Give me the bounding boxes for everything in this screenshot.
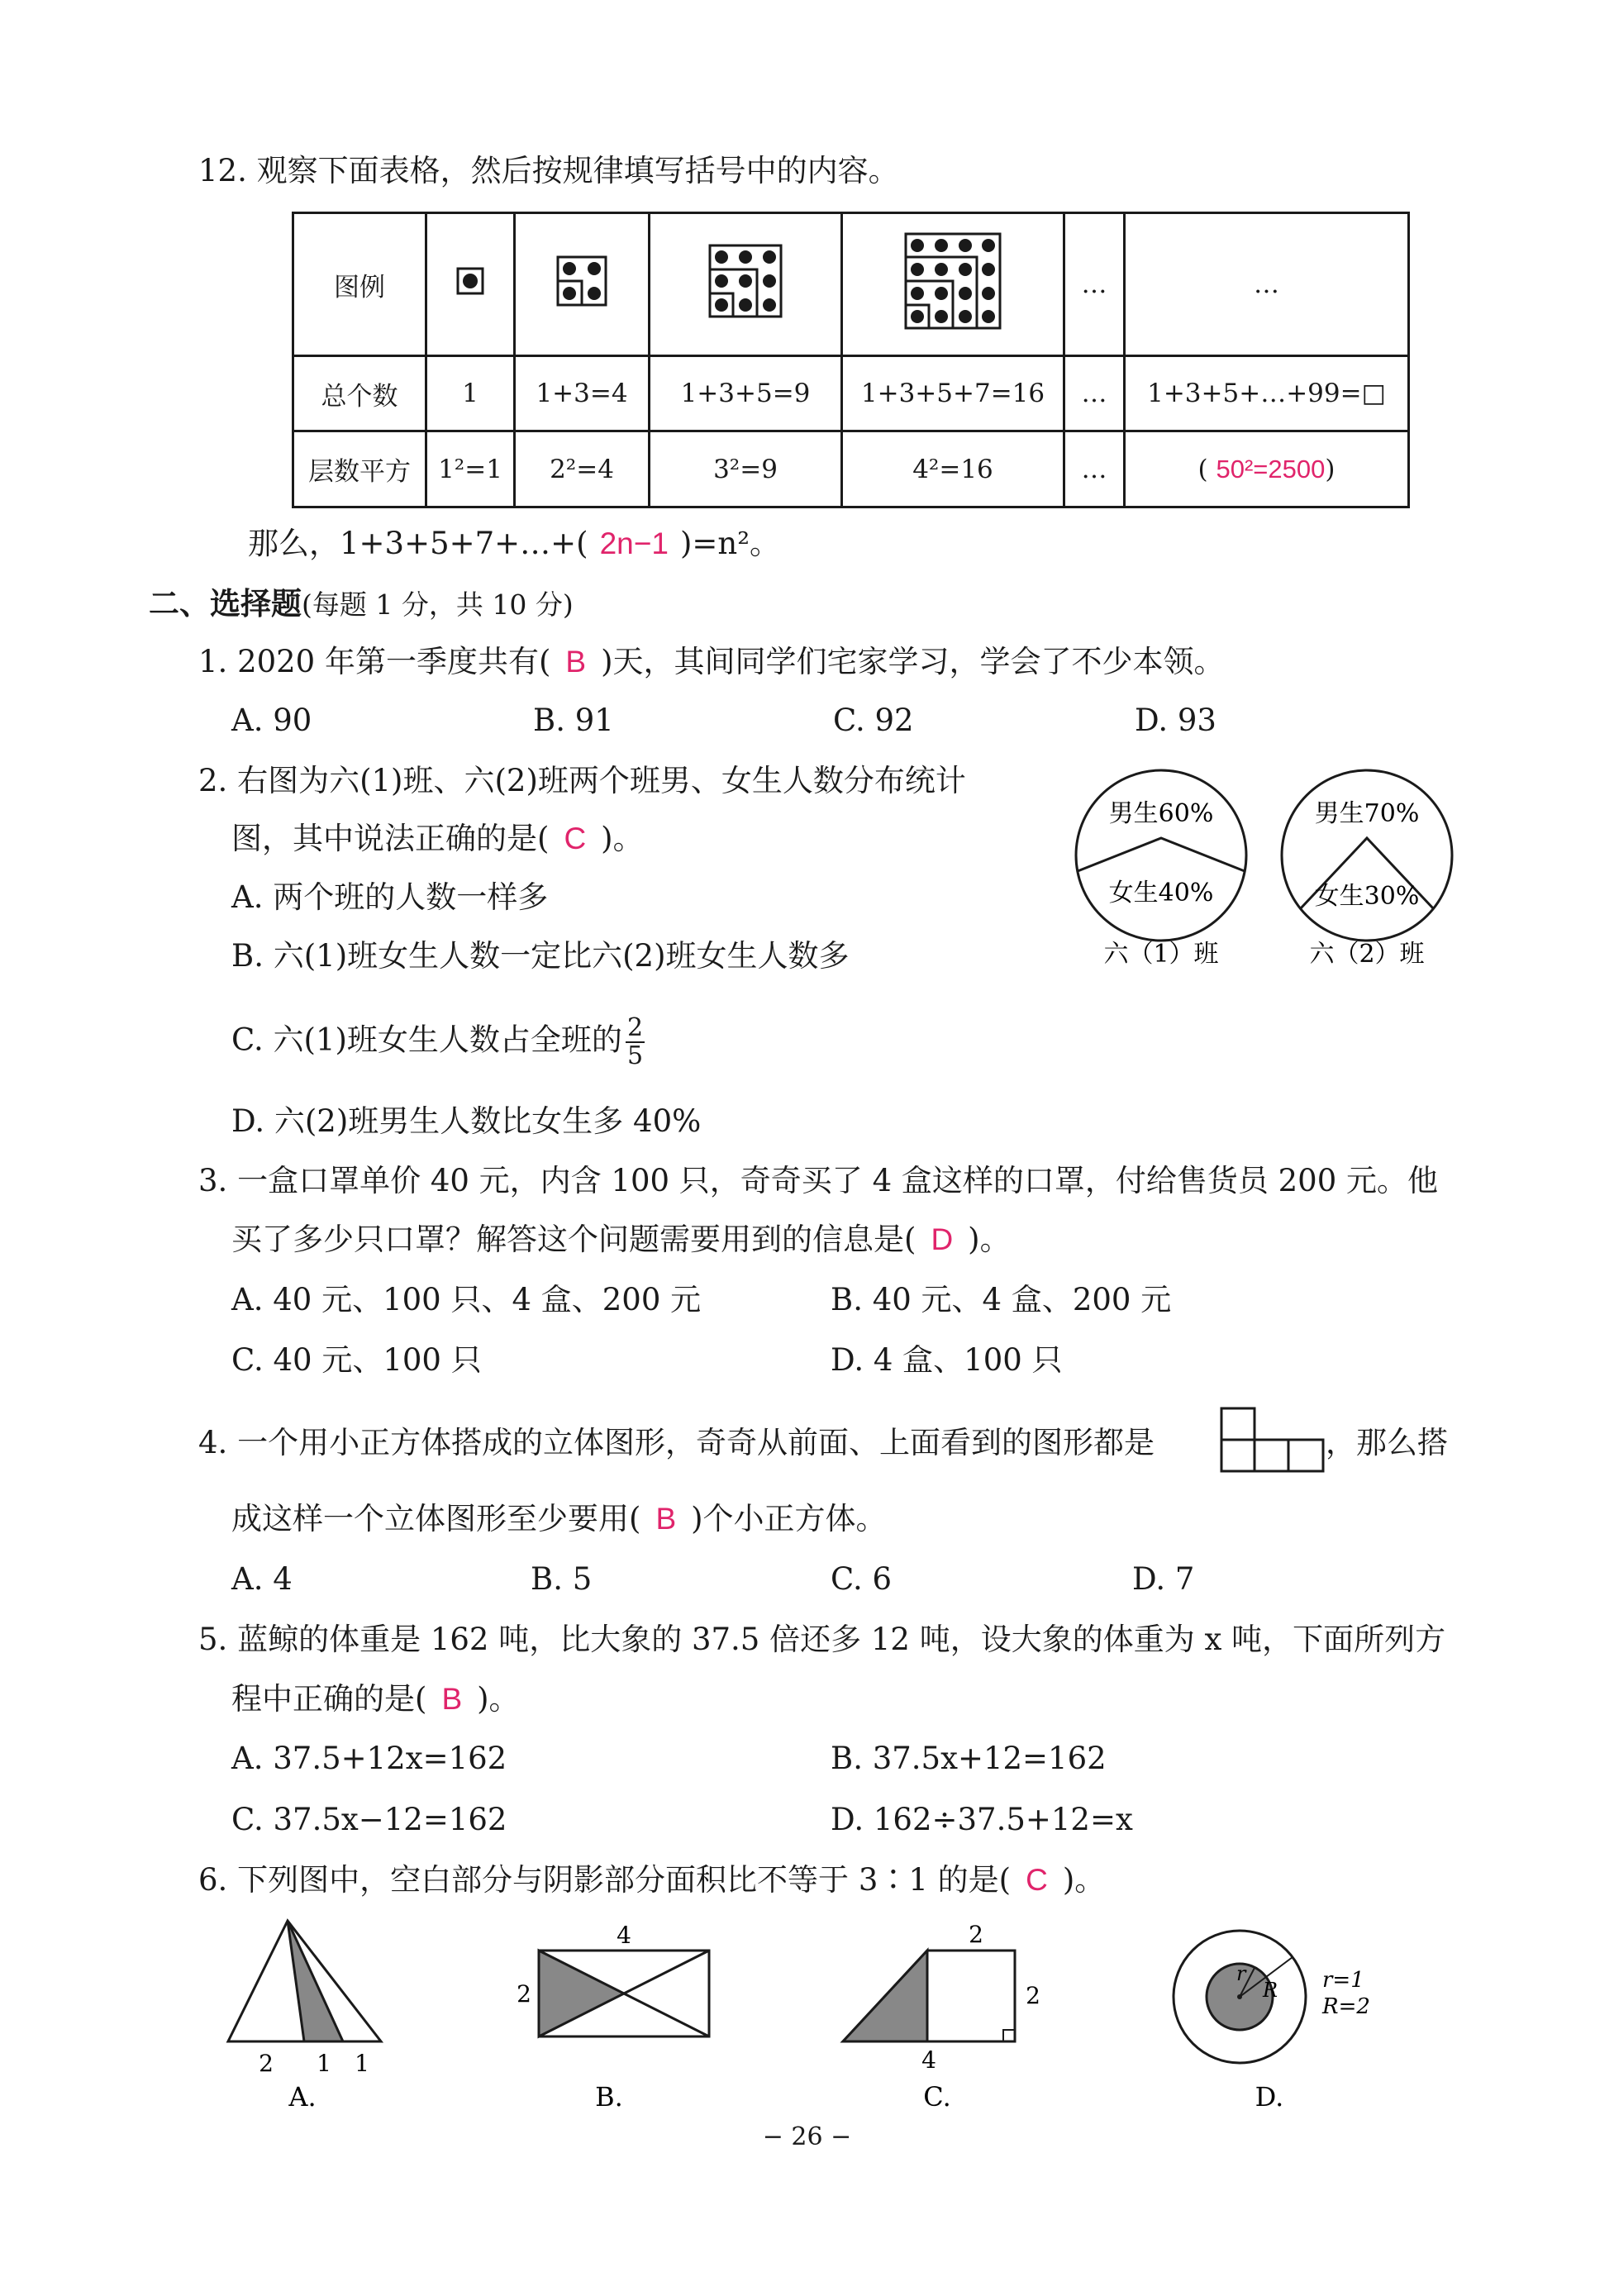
q1-option-a: A. 90: [231, 703, 312, 738]
pie2-girls-label: 女生30%: [1314, 882, 1420, 911]
legend-4: [842, 213, 1064, 356]
fig-b-top-label: 4: [617, 1922, 631, 1949]
legend-ellipsis-2: …: [1125, 213, 1409, 356]
square-2: 2²=4: [515, 431, 650, 507]
q4-line1-prefix: 4. 一个用小正方体搭成的立体图形，奇奇从前面、上面看到的图形都是: [198, 1425, 1155, 1460]
row-label-total: 总个数: [293, 356, 426, 431]
q1-answer: B: [565, 645, 587, 679]
total-1: 1: [426, 356, 515, 431]
page-number: − 26 −: [762, 2122, 852, 2151]
q4-prefix: 成这样一个立体图形至少要用(: [231, 1501, 641, 1536]
q1-option-b: B. 91: [533, 703, 614, 738]
fraction-numerator: 2: [626, 1013, 644, 1042]
fig-c-right-label: 2: [1026, 1982, 1040, 2009]
q6-prefix: 6. 下列图中，空白部分与阴影部分面积比不等于 3∶1 的是(: [198, 1862, 1012, 1898]
row-label-legend: 图例: [293, 213, 426, 356]
q5-option-d: D. 162÷37.5+12=x: [831, 1802, 1133, 1837]
fig-c-bottom-label: 4: [921, 2046, 936, 2074]
q4-line2: [231, 1499, 887, 1539]
dot-grid-3x3: [708, 244, 783, 318]
square-3: 3²=9: [650, 431, 842, 507]
square-1: 1²=1: [426, 431, 515, 507]
pie1-caption: 六（1）班: [1103, 940, 1219, 969]
q12-title: 12. 观察下面表格，然后按规律填写括号中的内容。: [198, 153, 899, 188]
q5-option-a: A. 37.5+12x=162: [231, 1741, 507, 1776]
q1-prefix: 1. 2020 年第一季度共有(: [198, 644, 551, 679]
pie-class-1: [1076, 770, 1246, 969]
q5-answer: B: [441, 1682, 463, 1716]
fig-b-caption: B.: [595, 2081, 623, 2113]
q5-suffix: )。: [477, 1681, 520, 1717]
q3-option-a: A. 40 元、100 只、4 盒、200 元: [231, 1282, 702, 1317]
fig-a-label-3: 1: [355, 2050, 369, 2077]
pie1-boys-label: 男生60%: [1108, 799, 1214, 828]
legend-ellipsis-1: …: [1064, 213, 1125, 356]
figure-d-ring: [1174, 1931, 1370, 2113]
fig-a-label-2: 1: [317, 2050, 331, 2077]
fig-d-R-label: R: [1263, 1979, 1278, 2002]
pie-class-2: [1282, 770, 1452, 969]
dot-grid-2x2: [556, 255, 607, 307]
q6-suffix: )。: [1062, 1862, 1106, 1898]
q3-option-b: B. 40 元、4 盒、200 元: [831, 1282, 1172, 1317]
legend-1: [426, 213, 515, 356]
q4-line1-suffix: ，那么搭: [1326, 1425, 1448, 1460]
conclusion-suffix: )=n²。: [679, 526, 781, 561]
q5-line2: [231, 1679, 520, 1719]
fraction-two-fifths: [626, 1015, 645, 1069]
total-3: 1+3+5=9: [650, 356, 842, 431]
square-ellipsis: …: [1064, 431, 1125, 507]
fig-d-note-1: r=1: [1322, 1968, 1364, 1993]
fig-c-caption: C.: [923, 2081, 951, 2113]
square-n: ( 50²=2500): [1125, 431, 1409, 507]
q4-option-b: B. 5: [531, 1561, 593, 1597]
q1-option-c: C. 92: [833, 703, 914, 738]
section2-note: (每题 1 分，共 10 分): [302, 588, 574, 621]
legend-2: [515, 213, 650, 356]
legend-3: [650, 213, 842, 356]
figure-c-trapezoid: [843, 1921, 1040, 2113]
pie2-caption: 六（2）班: [1309, 940, 1425, 969]
q2-answer: C: [564, 822, 587, 855]
view-shape-icon: [1220, 1407, 1326, 1473]
conclusion-prefix: 那么，1+3+5+7+…+(: [248, 526, 588, 561]
fig-d-r-label: r: [1236, 1962, 1246, 1985]
q4-option-d: D. 7: [1132, 1561, 1195, 1597]
q2-option-c: [231, 1015, 645, 1069]
pie1-girls-label: 女生40%: [1108, 879, 1214, 907]
fraction-denominator: 5: [626, 1041, 644, 1070]
q6-figures: [215, 1917, 1405, 2124]
total-ellipsis: …: [1064, 356, 1125, 431]
q4-option-c: C. 6: [831, 1561, 893, 1597]
fig-b-left-label: 2: [517, 1980, 531, 2008]
square-4: 4²=16: [842, 431, 1064, 507]
q3-option-c: C. 40 元、100 只: [231, 1342, 482, 1378]
q2-suffix: )。: [601, 821, 644, 856]
fig-a-label-1: 2: [259, 2050, 274, 2077]
q1-suffix: )天，其间同学们宅家学习，学会了不少本领。: [601, 644, 1225, 679]
total-4: 1+3+5+7=16: [842, 356, 1064, 431]
figure-b-rectangle: [517, 1922, 709, 2113]
q2-prefix: 图，其中说法正确的是(: [231, 821, 550, 856]
square-answer: 50²=2500: [1216, 454, 1326, 483]
q3-prefix: 买了多少只口罩？解答这个问题需要用到的信息是(: [231, 1222, 917, 1257]
total-2: 1+3=4: [515, 356, 650, 431]
q3-line1: 3. 一盒口罩单价 40 元，内含 100 只，奇奇买了 4 盒这样的口罩，付给售货员 200 元。他: [198, 1163, 1439, 1198]
fig-a-caption: A.: [288, 2081, 317, 2113]
q2-pie-charts: [1066, 769, 1471, 975]
fig-c-top-label: 2: [969, 1921, 983, 1948]
dot-grid-4x4: [904, 232, 1002, 330]
q3-suffix: )。: [968, 1222, 1011, 1257]
figure-a-triangle: [228, 1921, 381, 2113]
q5-option-b: B. 37.5x+12=162: [831, 1741, 1107, 1776]
q2-option-d: D. 六(2)班男生人数比女生多 40%: [231, 1103, 702, 1139]
total-n: 1+3+5+…+99=□: [1125, 356, 1409, 431]
q3-option-d: D. 4 盒、100 只: [831, 1342, 1063, 1378]
q4-suffix: )个小正方体。: [691, 1501, 887, 1536]
q3-line2: [231, 1220, 1011, 1260]
q5-prefix: 程中正确的是(: [231, 1681, 427, 1717]
dot-grid-1x1: [456, 267, 484, 295]
q6-stem: [198, 1860, 1105, 1900]
q2-option-c-text: C. 六(1)班女生人数占全班的: [231, 1022, 622, 1058]
row-label-square: 层数平方: [293, 431, 426, 507]
conclusion-answer: 2n−1: [599, 526, 669, 560]
q4-answer: B: [655, 1502, 677, 1536]
q2-option-b: B. 六(1)班女生人数一定比六(2)班女生人数多: [231, 938, 850, 974]
q2-line1: 2. 右图为六(1)班、六(2)班两个班男、女生人数分布统计: [198, 763, 966, 798]
pie2-boys-label: 男生70%: [1314, 799, 1420, 828]
q1-stem: [198, 642, 1225, 682]
section2-heading: [149, 584, 574, 625]
q12-table: [292, 212, 1410, 508]
q2-option-a: A. 两个班的人数一样多: [231, 879, 549, 915]
q5-line1: 5. 蓝鲸的体重是 162 吨，比大象的 37.5 倍还多 12 吨，设大象的体重为 x 吨，下面所列方: [198, 1622, 1446, 1657]
q5-option-c: C. 37.5x−12=162: [231, 1802, 507, 1837]
fig-d-caption: D.: [1255, 2081, 1284, 2113]
q4-option-a: A. 4: [231, 1561, 293, 1597]
section2-title: 二、选择题: [149, 585, 302, 622]
q2-line2: [231, 819, 644, 859]
fig-d-note-2: R=2: [1322, 1994, 1370, 2019]
q6-answer: C: [1026, 1863, 1048, 1897]
q12-conclusion: [248, 524, 780, 564]
q1-option-d: D. 93: [1135, 703, 1216, 738]
q3-answer: D: [931, 1222, 954, 1256]
